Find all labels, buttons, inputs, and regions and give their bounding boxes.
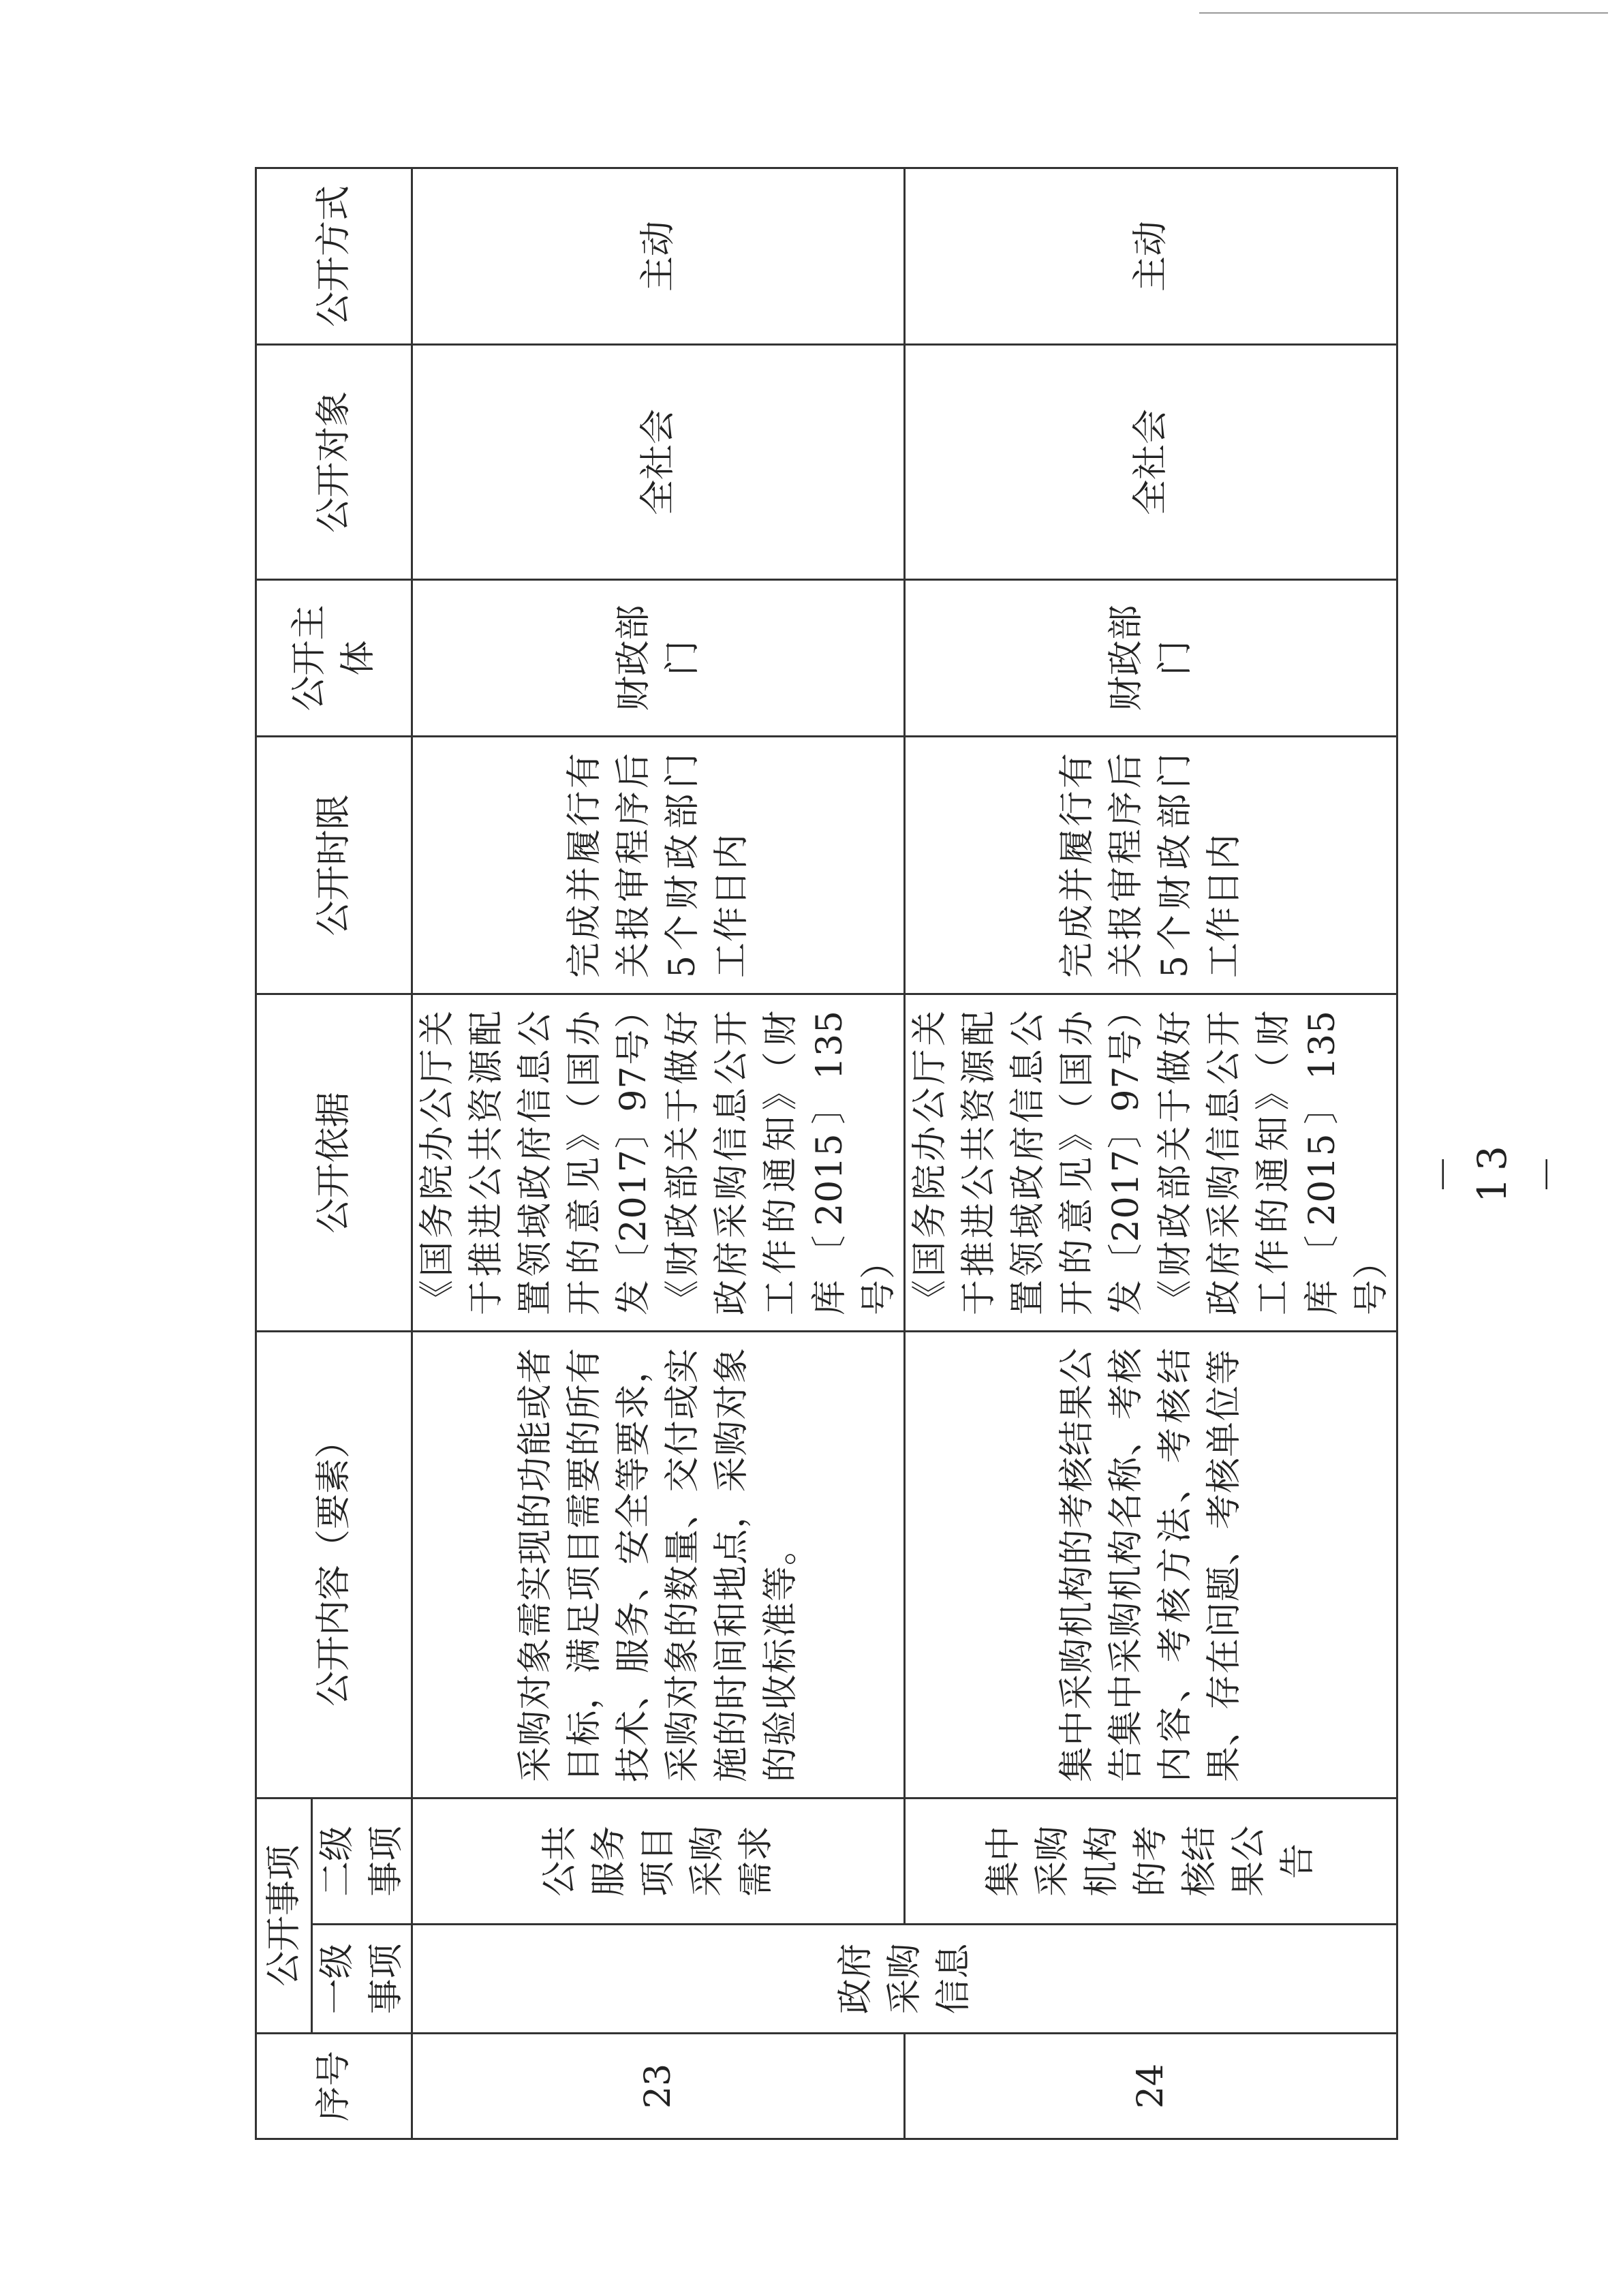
row-level1: 政府采购信息 [412,1925,1397,2034]
header-row-1 [256,168,312,2139]
row-subject: 财政部门 [905,579,1397,736]
row-level2: 集中采购机构的考核结果公告 [905,1798,1397,1924]
header-method: 公开方式 [256,168,412,344]
row-basis: 《国务院办公厅关于推进公共资源配置领域政府信息公开的意见》（国办发〔2017〕97号）《财政部关于做好政府采购信息公开工作的通知》（财库〔2015〕135号） [905,994,1397,1331]
scan-edge-line [1199,12,1608,14]
row-target: 全社会 [905,344,1397,579]
page-number: － 13 － [1421,1139,1571,1203]
row-method: 主动 [412,168,905,344]
row-seq: 23 [412,2034,905,2139]
header-subject: 公开主体 [256,579,412,736]
row-subject: 财政部门 [412,579,905,736]
header-basis: 公开依据 [256,994,412,1331]
row-method: 主动 [905,168,1397,344]
header-deadline: 公开时限 [256,736,412,994]
header-items: 公开事项 [256,1798,312,2033]
header-target: 公开对象 [256,344,412,579]
row-target: 全社会 [412,344,905,579]
table-row [412,168,905,2139]
header-seq: 序号 [256,2034,412,2139]
row-content: 采购对象需实现的功能或者目标，满足项目需要的所有技术、服务、安全等要求，采购对象的数量、交付或实施的时间和地点，采购对象的验收标准等。 [412,1331,905,1798]
row-deadline: 完成并履行有关报审程序后5个财政部门工作日内 [412,736,905,994]
header-level2: 二级事项 [312,1798,412,1924]
row-deadline: 完成并履行有关报审程序后5个财政部门工作日内 [905,736,1397,994]
row-seq: 24 [905,2034,1397,2139]
table-row [905,168,1397,2139]
row-content: 集中采购机构的考核结果公告集中采购机构名称、考核内容、考核方法、考核结果、存在问题、考核单位等 [905,1331,1397,1798]
disclosure-table [255,167,1398,2140]
header-content: 公开内容（要素） [256,1331,412,1798]
row-basis: 《国务院办公厅关于推进公共资源配置领域政府信息公开的意见》（国办发〔2017〕97号）《财政部关于做好政府采购信息公开工作的通知》（财库〔2015〕135号） [412,994,905,1331]
row-level2: 公共服务项目采购需求 [412,1798,905,1924]
disclosure-table-rotated [255,169,1392,2140]
header-level1: 一级事项 [312,1925,412,2034]
